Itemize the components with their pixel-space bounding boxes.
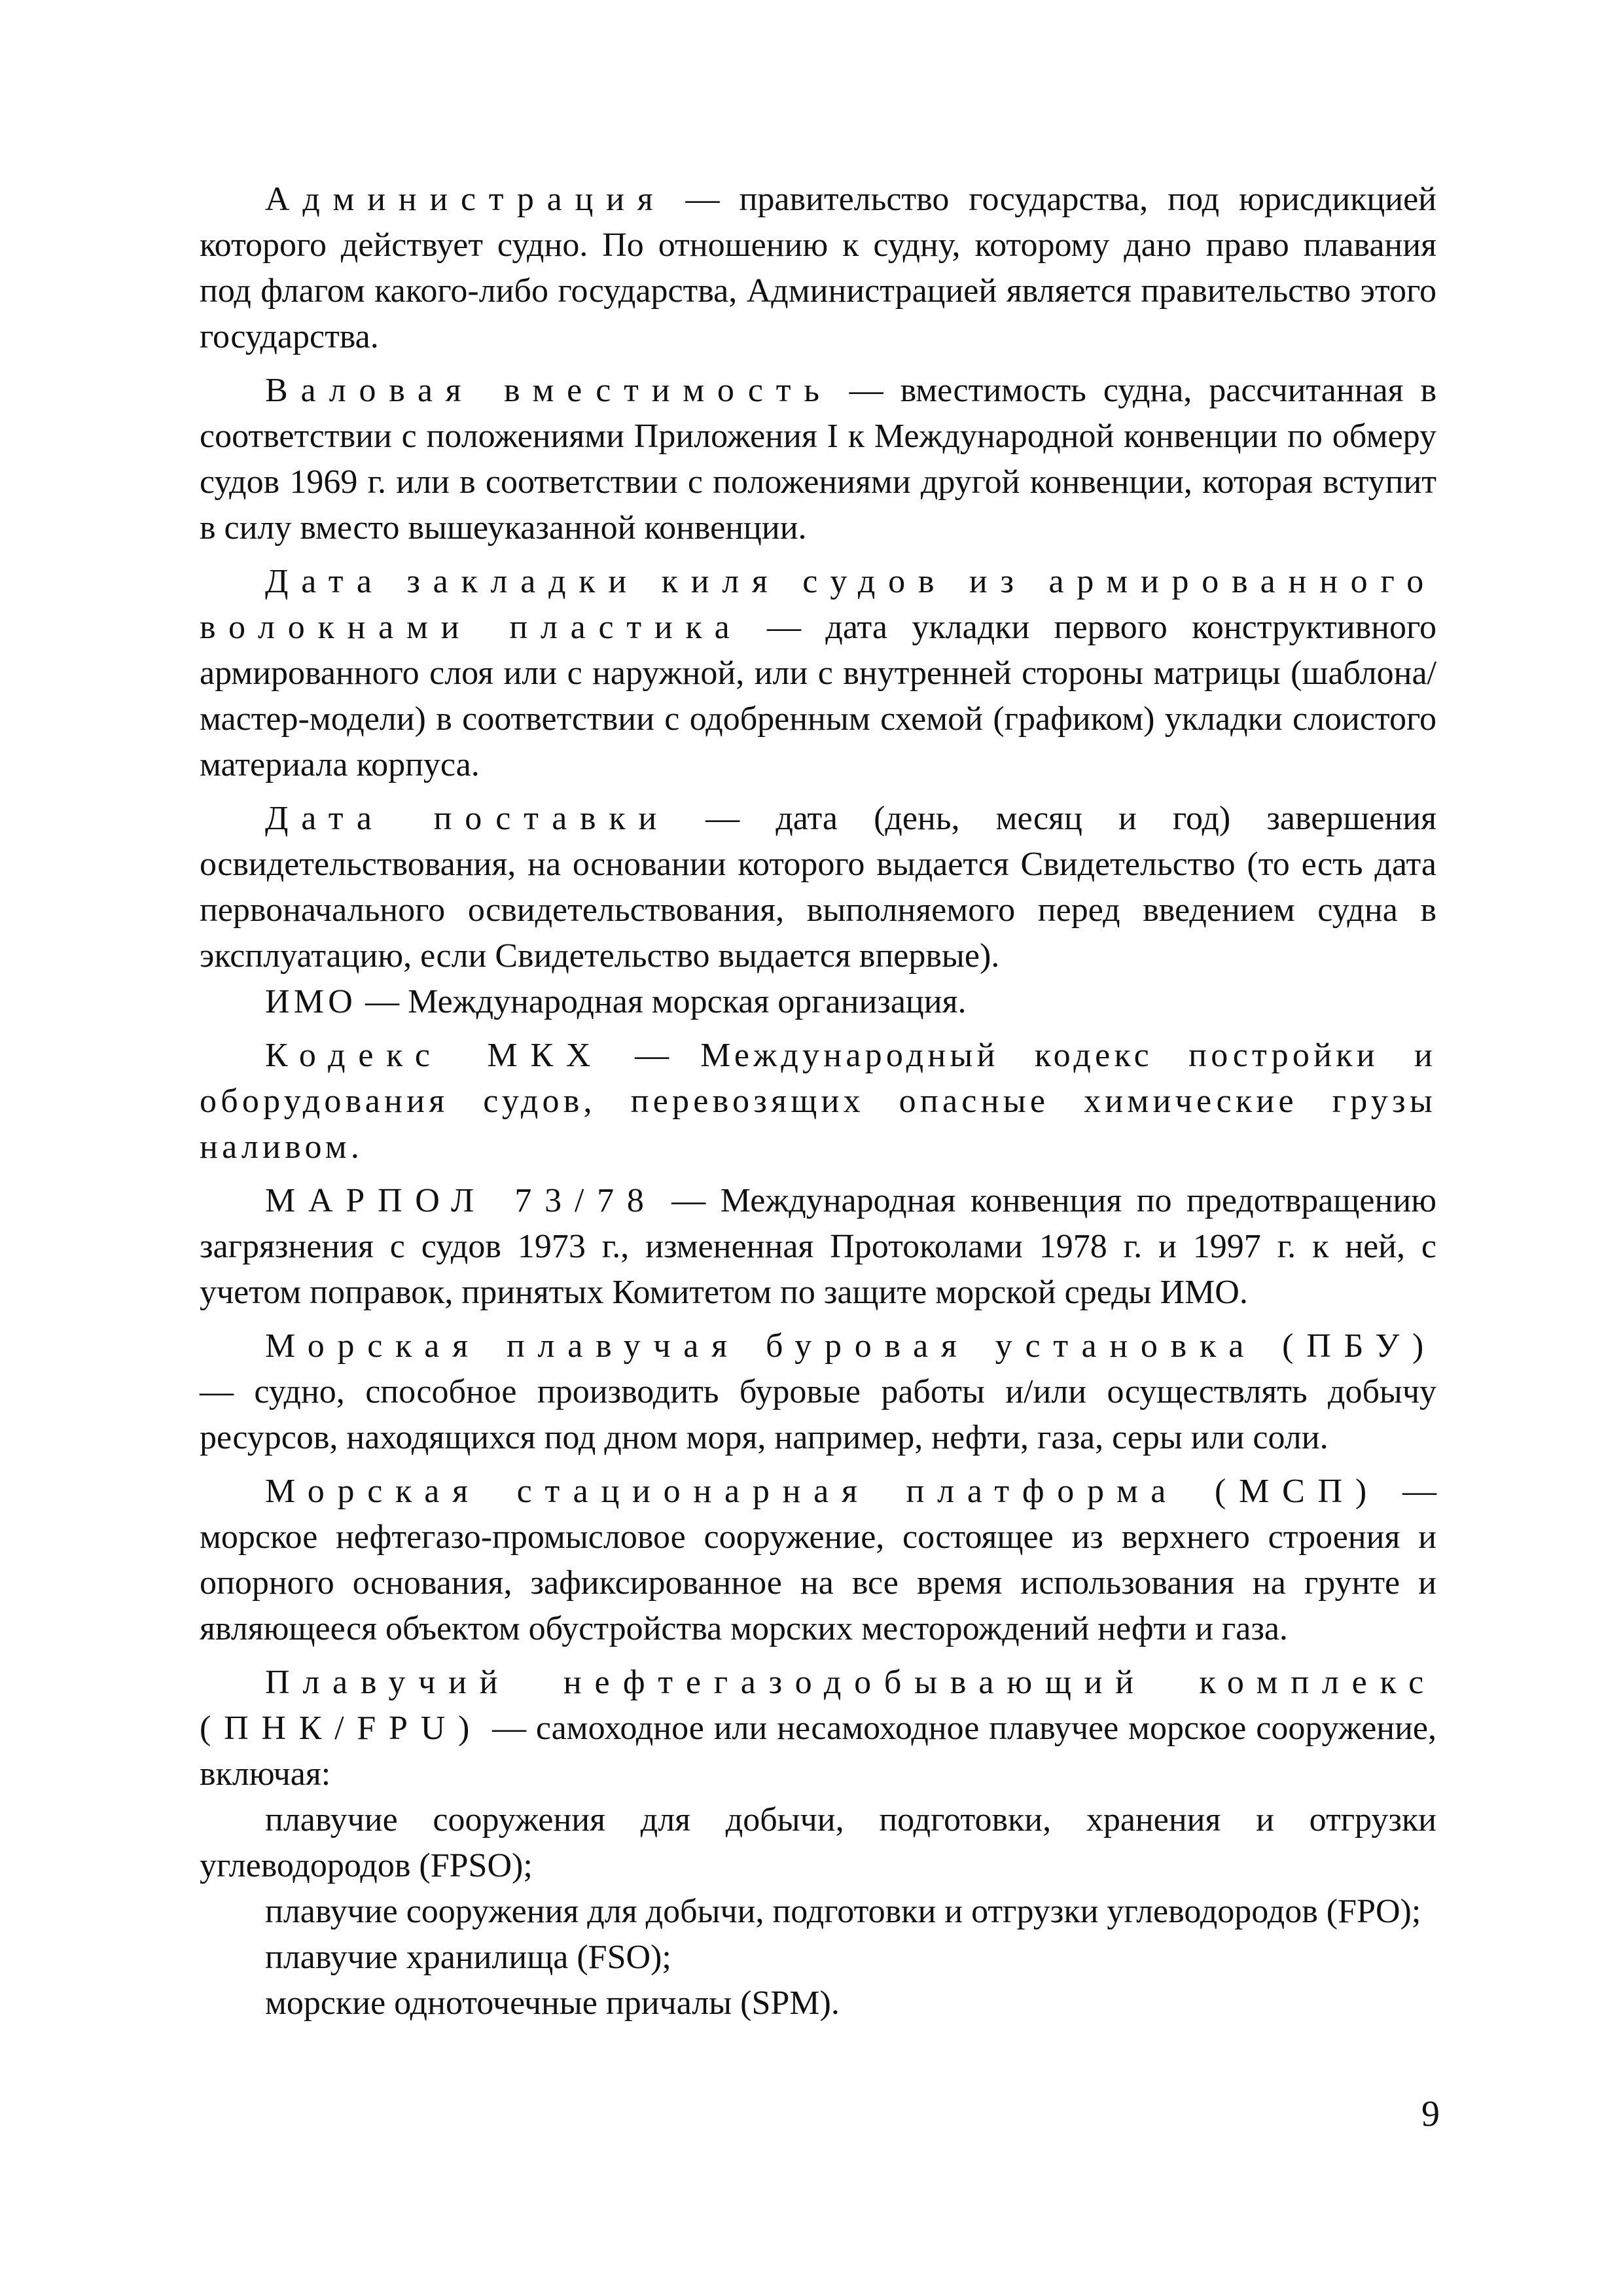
definition-entry xyxy=(200,796,1436,979)
em-dash: — xyxy=(849,372,883,409)
definition-text: морское нефтегазо-промысловое сооружение, состоящее из верхнего строения и опорного основания, зафиксированное на все время использования на грунте и являющееся объектом обустройства морских месторождений нефти и газа. xyxy=(200,1518,1436,1647)
em-dash: — xyxy=(1402,1473,1436,1510)
definition-text: самоходное или несамоходное плавучее морское сооружение, включая: xyxy=(200,1710,1437,1793)
definition-text: дата укладки первого конструктивного армированного слоя или с наружной, или с внутренней стороны матрицы (шаблона/мастер-модели) в соответствии с одобренным схемой (графиком) укладки слоистого материала корпуса. xyxy=(200,609,1436,783)
list-item: морские одноточечные причалы (SPM). xyxy=(265,1984,840,2022)
definition-entry xyxy=(200,1469,1436,1652)
list-item: плавучие хранилища (FSO); xyxy=(265,1939,671,1976)
definition-term: Дата закладки киля судов из армированного волокнами пластика xyxy=(200,563,1436,646)
em-dash: — xyxy=(635,1037,669,1074)
definition-text: Международная морская организация. xyxy=(408,983,967,1020)
definition-term: Плавучий нефтегазодобывающий комплекс (ПНК/FPU) xyxy=(200,1664,1436,1747)
definition-text: вместимость судна, рассчитанная в соответствии с положениями Приложения I к Международной конвенции по обмеру судов 1969 г. или в соответствии с положениями другой конвенции, которая вступит в силу вместо вышеуказанной конвенции. xyxy=(200,372,1437,547)
em-dash: — xyxy=(492,1710,526,1747)
definition-term: ИМО xyxy=(265,983,357,1020)
em-dash: — xyxy=(705,800,740,837)
definition-term: Администрация xyxy=(265,181,666,218)
page-number: 9 xyxy=(1421,2094,1440,2134)
em-dash: — xyxy=(766,609,801,646)
definition-term: Кодекс МКХ xyxy=(265,1037,604,1074)
definition-term: Морская стационарная платформа (МСП) xyxy=(265,1473,1380,1510)
definition-term: Дата поставки xyxy=(265,800,669,837)
list-item: плавучие сооружения для добычи, подготовки и отгрузки углеводородов (FPO); xyxy=(265,1893,1421,1930)
definition-term: Морская плавучая буровая установка (ПБУ) xyxy=(265,1327,1436,1365)
definition-entry xyxy=(200,1323,1436,1461)
definition-text: судно, способное производить буровые работы и/или осуществлять добычу ресурсов, находящихся под дном моря, например, нефти, газа, серы или соли. xyxy=(200,1373,1437,1456)
definition-text: правительство государства, под юрисдикцией которого действует судно. По отношению к судну, которому дано право плавания под флагом какого-либо государства, Администрацией является правительство этого государства. xyxy=(200,181,1436,355)
em-dash: — xyxy=(200,1373,234,1410)
definition-text: Международный кодекс постройки и оборудования судов, перевозящих опасные химические грузы наливом. xyxy=(200,1037,1437,1166)
definition-entry xyxy=(200,1033,1436,1170)
em-dash: — xyxy=(685,181,720,218)
definition-entry xyxy=(200,368,1436,551)
em-dash: — xyxy=(671,1182,706,1219)
definition-entry xyxy=(200,559,1436,788)
definition-entry xyxy=(200,177,1436,360)
definition-entry xyxy=(200,979,1436,1025)
definition-entry xyxy=(200,1178,1436,1316)
list-item: плавучие сооружения для добычи, подготовки, хранения и отгрузки углеводородов (FPSO); xyxy=(200,1801,1436,1884)
definition-text: Международная конвенция по предотвращению загрязнения с судов 1973 г., измененная Протоколами 1978 г. и 1997 г. к ней, с учетом поправок, принятых Комитетом по защите морской среды ИМО. xyxy=(200,1182,1437,1311)
definition-text: дата (день, месяц и год) завершения освидетельствования, на основании которого выдается Свидетельство (то есть дата первоначального освидетельствования, выполняемого перед введением судна в эксплуатацию, если Свидетельство выдается впервые). xyxy=(200,800,1437,975)
em-dash: — xyxy=(365,983,400,1020)
definition-term: МАРПОЛ 73/78 xyxy=(265,1182,657,1219)
document-body xyxy=(200,177,1436,2026)
definition-term: Валовая вместимость xyxy=(265,372,832,409)
definition-entry xyxy=(200,1660,1436,1797)
